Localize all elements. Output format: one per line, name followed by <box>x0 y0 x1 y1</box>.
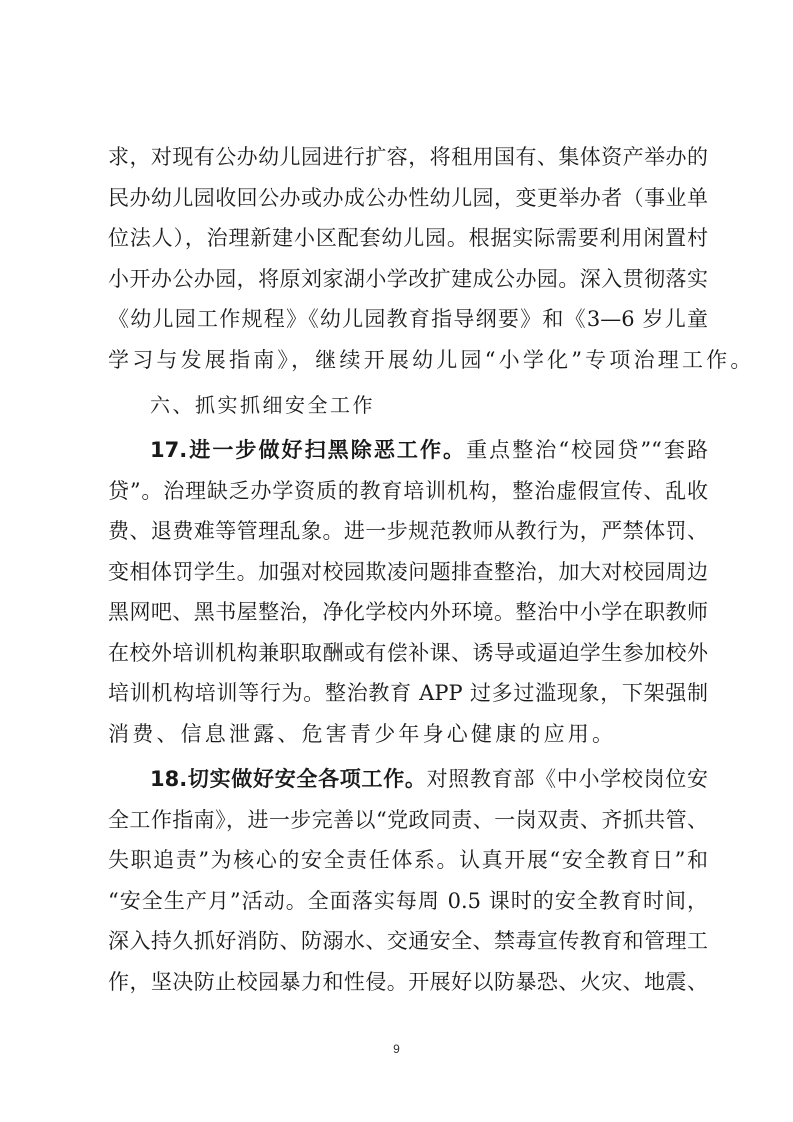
paragraph-line: 深入持久抓好消防、防溺水、交通安全、禁毒宣传教育和管理工 <box>108 929 708 953</box>
paragraph-line: 消费、信息泄露、危害青少年身心健康的应用。 <box>108 722 617 746</box>
item-17-lead: 17.进一步做好扫黑除恶工作。 <box>150 438 467 462</box>
paragraph-line: 作，坚决防止校园暴力和性侵。开展好以防暴恐、火灾、地震、 <box>108 970 708 994</box>
item-18-first-line <box>150 765 708 793</box>
paragraph-line: 求，对现有公办幼儿园进行扩容，将租用国有、集体资产举办的 <box>108 145 708 169</box>
item-18-lead: 18.切实做好安全各项工作。 <box>150 767 427 791</box>
paragraph-line: 失职追责”为核心的安全责任体系。认真开展“安全教育日”和 <box>108 848 708 872</box>
paragraph-line: “安全生产月”活动。全面落实每周 0.5 课时的安全教育时间， <box>108 889 708 913</box>
paragraph-line: 在校外培训机构兼职取酬或有偿补课、诱导或逼迫学生参加校外 <box>108 641 708 665</box>
item-17-first-line-rest: 重点整治“校园贷”“套路 <box>466 438 708 462</box>
paragraph-line: 培训机构培训等行为。整治教育 APP 过多过滥现象，下架强制 <box>108 681 708 705</box>
paragraph-line: 《幼儿园工作规程》《幼儿园教育指导纲要》和《3—6 岁儿童 <box>108 307 708 331</box>
paragraph-line: 全工作指南》，进一步完善以“党政同责、一岗双责、齐抓共管、 <box>108 808 708 832</box>
paragraph-line: 贷”。治理缺乏办学资质的教育培训机构，整治虚假宣传、乱收 <box>108 479 708 503</box>
paragraph-line: 小开办公办园，将原刘家湖小学改扩建成公办园。深入贯彻落实 <box>108 267 708 291</box>
item-17-first-line <box>150 436 708 464</box>
paragraph-line: 位法人），治理新建小区配套幼儿园。根据实际需要利用闲置村 <box>108 226 708 250</box>
paragraph-line: 黑网吧、黑书屋整治，净化学校内外环境。整治中小学在职教师 <box>108 600 708 624</box>
paragraph-line: 学习与发展指南》，继续开展幼儿园“小学化”专项治理工作。 <box>108 348 755 372</box>
paragraph-line: 变相体罚学生。加强对校园欺凌问题排查整治，加大对校园周边 <box>108 560 708 584</box>
section-heading: 六、抓实抓细安全工作 <box>150 393 375 417</box>
paragraph-line: 民办幼儿园收回公办或办成公办性幼儿园，变更举办者（事业单 <box>108 186 708 210</box>
item-18-first-line-rest: 对照教育部《中小学校岗位安 <box>426 767 709 791</box>
page-number: 9 <box>393 1042 400 1056</box>
paragraph-line: 费、退费难等管理乱象。进一步规范教师从教行为，严禁体罚、 <box>108 519 708 543</box>
